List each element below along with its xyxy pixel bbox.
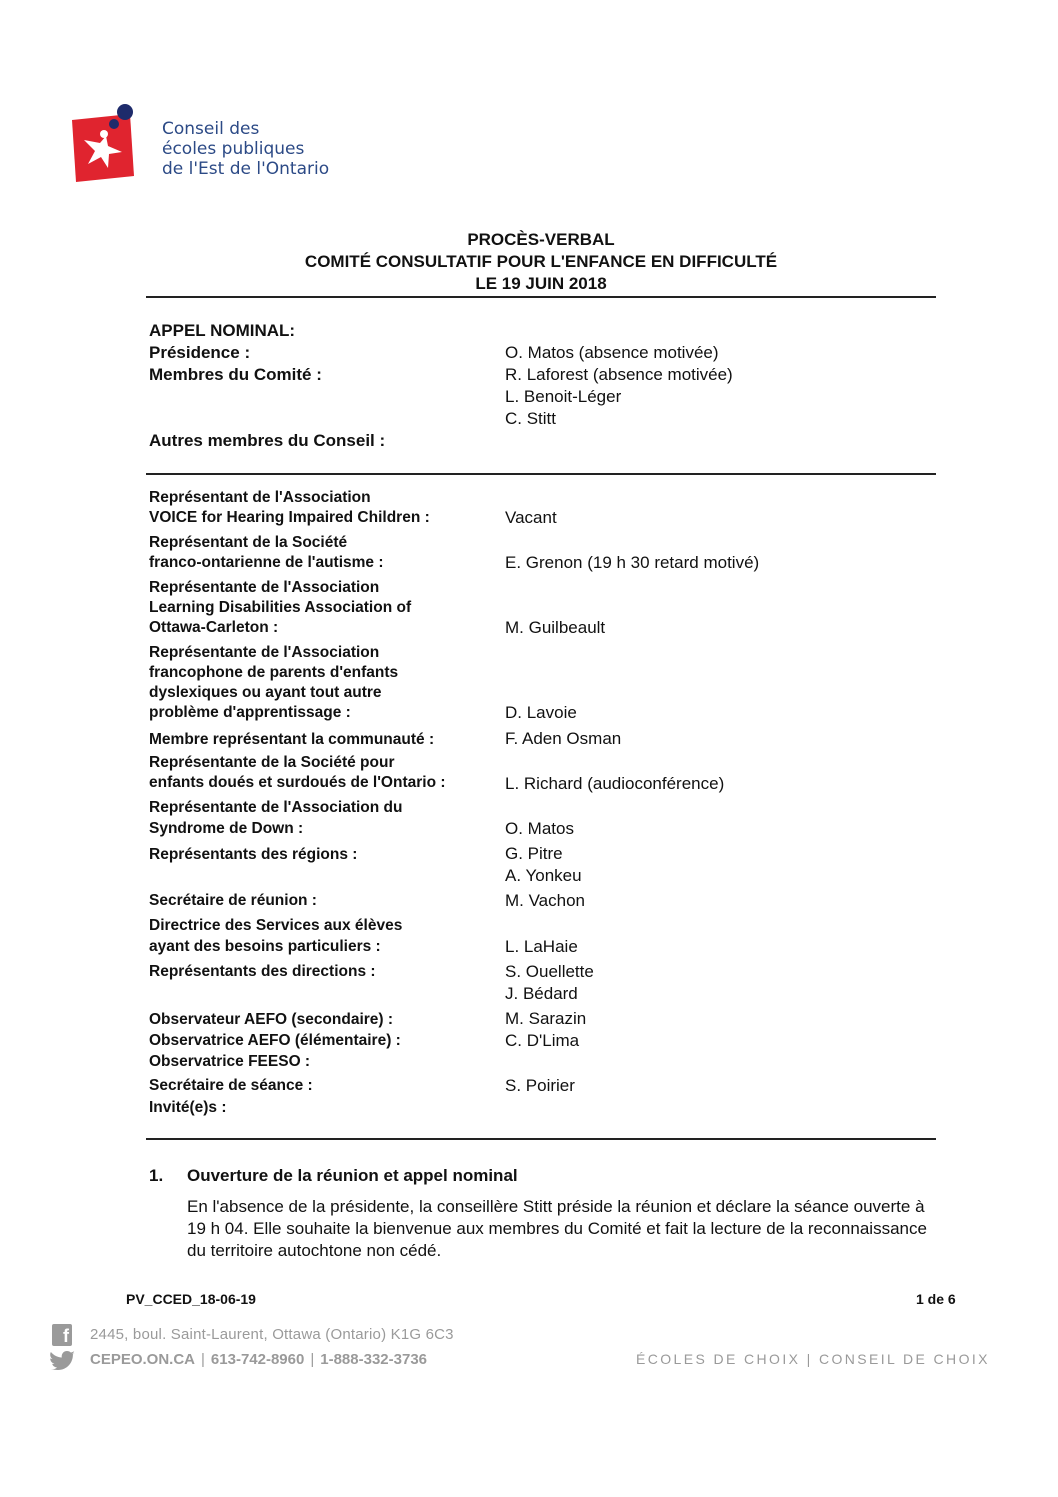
rep-label: Représentant de la Société xyxy=(149,534,348,551)
members-label: Membres du Comité : xyxy=(149,365,322,384)
title-line-3: LE 19 JUIN 2018 xyxy=(475,274,607,293)
rep-value: M. Sarazin xyxy=(505,1009,587,1028)
rep-value: S. Poirier xyxy=(505,1076,575,1095)
separator: | xyxy=(310,1351,315,1368)
rep-label: Secrétaire de réunion : xyxy=(149,892,317,909)
rep-label: Représentante de l'Association xyxy=(149,579,380,596)
separator: | xyxy=(201,1351,205,1368)
rep-label: francophone de parents d'enfants xyxy=(149,664,399,681)
rep-label: franco-ontarienne de l'autisme : xyxy=(149,554,384,571)
rep-label: dyslexiques ou ayant tout autre xyxy=(149,684,382,701)
rep-label: Observatrice AEFO (élémentaire) : xyxy=(149,1032,401,1049)
rep-label: Membre représentant la communauté : xyxy=(149,731,435,748)
rep-label: Représentant de l'Association xyxy=(149,489,371,506)
phone-local[interactable]: 613-742-8960 xyxy=(210,1351,305,1368)
rep-label: Directrice des Services aux élèves xyxy=(149,917,403,934)
rep-label: Représentante de l'Association xyxy=(149,644,380,661)
rep-value: C. D'Lima xyxy=(505,1031,580,1050)
presidence-label: Présidence : xyxy=(149,343,251,362)
rep-value: D. Lavoie xyxy=(505,703,577,722)
member-3: C. Stitt xyxy=(505,409,557,428)
rep-label: Observatrice FEESO : xyxy=(149,1053,311,1070)
rep-label: problème d'apprentissage : xyxy=(149,704,351,721)
cepeo-logo-mark xyxy=(70,100,150,190)
divider xyxy=(146,296,936,298)
logo-line-2: écoles publiques xyxy=(162,139,305,159)
logo-line-1: Conseil des xyxy=(162,119,260,139)
address: 2445, boul. Saint-Laurent, Ottawa (Ontario) K1G 6C3 xyxy=(90,1326,454,1343)
logo-line-3: de l'Est de l'Ontario xyxy=(162,159,330,179)
rep-label: Observateur AEFO (secondaire) : xyxy=(149,1011,394,1028)
phone-tollfree[interactable]: 1-888-332-3736 xyxy=(320,1351,428,1368)
rep-value: L. LaHaie xyxy=(505,937,578,956)
rep-label: Représentante de la Société pour xyxy=(149,754,395,771)
rep-value: Vacant xyxy=(505,508,557,527)
rep-label: Syndrome de Down : xyxy=(149,820,304,837)
rep-label: enfants doués et surdoués de l'Ontario : xyxy=(149,774,446,791)
rep-value: M. Guilbeault xyxy=(505,618,606,637)
rep-value: M. Vachon xyxy=(505,891,586,910)
document-code: PV_CCED_18-06-19 xyxy=(126,1291,256,1307)
divider xyxy=(146,1138,936,1140)
rep-label: Secrétaire de séance : xyxy=(149,1077,313,1094)
contact-line xyxy=(90,1351,427,1368)
logo-wordmark xyxy=(162,119,329,179)
member-2: L. Benoit-Léger xyxy=(505,387,622,406)
title-line-2: COMITÉ CONSULTATIF POUR L'ENFANCE EN DIFFICULTÉ xyxy=(304,252,778,271)
page-number: 1 de 6 xyxy=(916,1291,956,1307)
roll-call-heading: APPEL NOMINAL: xyxy=(149,321,296,340)
rep-value: J. Bédard xyxy=(505,984,578,1003)
section-number: 1. xyxy=(149,1166,164,1185)
other-members-label: Autres membres du Conseil : xyxy=(149,431,386,450)
rep-label: Learning Disabilities Association of xyxy=(149,599,412,616)
member-1: R. Laforest (absence motivée) xyxy=(505,365,733,384)
rep-label: Invité(e)s : xyxy=(149,1099,227,1116)
rep-value: O. Matos xyxy=(505,819,574,838)
divider xyxy=(146,473,936,475)
section-body: En l'absence de la présidente, la conseillère Stitt préside la réunion et déclare la séance ouverte à 19 h 04. Elle souhaite la bienvenue aux membres du Comité et fait la lecture de la reconnaissance du territoire autochtone non cédé. xyxy=(187,1197,927,1260)
title-line-1: PROCÈS-VERBAL xyxy=(467,230,615,249)
document-title xyxy=(146,229,936,295)
rep-value: A. Yonkeu xyxy=(505,866,582,885)
slogan: ÉCOLES DE CHOIX | CONSEIL DE CHOIX xyxy=(636,1351,990,1367)
rep-label: ayant des besoins particuliers : xyxy=(149,938,381,955)
rep-label: Ottawa-Carleton : xyxy=(149,619,279,636)
twitter-icon[interactable] xyxy=(50,1350,76,1370)
rep-label: VOICE for Hearing Impaired Children : xyxy=(149,509,430,526)
section-title: Ouverture de la réunion et appel nominal xyxy=(187,1166,518,1185)
rep-label: Représentants des régions : xyxy=(149,846,358,863)
rep-value: F. Aden Osman xyxy=(505,729,622,748)
rep-label: Représentante de l'Association du xyxy=(149,799,403,816)
rep-value: S. Ouellette xyxy=(505,962,594,981)
rep-label: Représentants des directions : xyxy=(149,963,376,980)
rep-value: E. Grenon (19 h 30 retard motivé) xyxy=(505,553,760,572)
presidence-value: O. Matos (absence motivée) xyxy=(505,343,719,362)
facebook-icon[interactable]: f xyxy=(52,1324,72,1346)
rep-value: L. Richard (audioconférence) xyxy=(505,774,725,793)
rep-value: G. Pitre xyxy=(505,844,563,863)
website-link[interactable]: CEPEO.ON.CA xyxy=(90,1351,196,1368)
cepeo-logo xyxy=(70,100,370,190)
